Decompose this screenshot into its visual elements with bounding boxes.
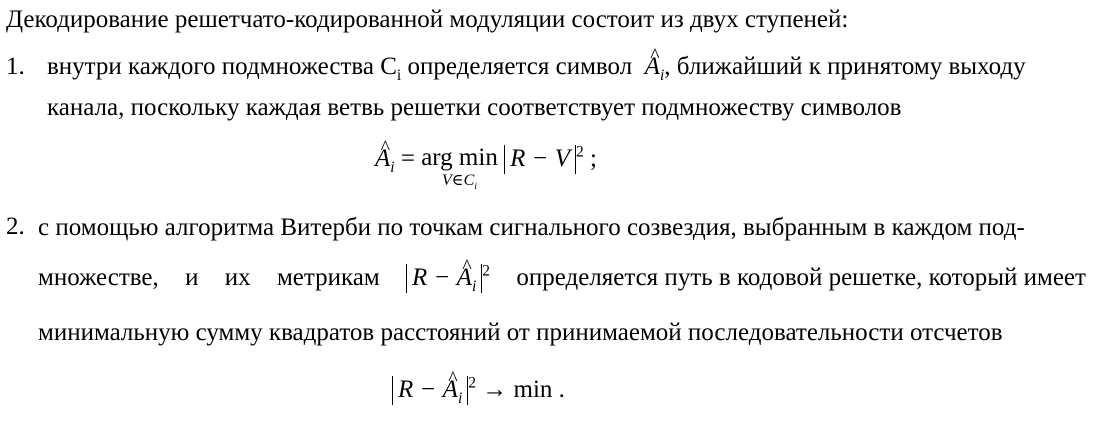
formula1-eq: = — [400, 145, 415, 172]
item2-line2-a: множестве, — [38, 264, 159, 291]
item2-metric — [406, 264, 490, 293]
item2-metric-index: i — [471, 278, 477, 295]
formula2-arrow: → — [482, 376, 508, 403]
formula2-a-hat: ^ $A_i$ — [443, 376, 463, 405]
formula2-power: 2 — [468, 374, 476, 392]
formula2-index: i — [457, 390, 463, 407]
formula2-tail: . — [558, 376, 565, 403]
formula1-lhs-index: i — [390, 159, 395, 176]
item2-line1-wrap — [38, 214, 1086, 242]
item2-metric-a-hat: ^ $A_i$ — [457, 264, 477, 293]
item1-line1-text-a: внутри каждого подмножества C — [47, 53, 397, 80]
item2-line2-c: их — [224, 264, 251, 291]
formula1-power: 2 — [576, 143, 584, 161]
item1-subset-index: i — [396, 67, 402, 84]
formula2-result: min — [513, 376, 553, 403]
formula1-argmin-sub-text: V∈C — [441, 172, 475, 189]
formula1-argmin-sub — [441, 172, 478, 193]
formula1-abs-expr: R − V — [504, 145, 576, 174]
symbol-a-hat-index: i — [659, 67, 665, 84]
formula1-argmin-sub-index: i — [474, 181, 478, 193]
item2-metric-abs: R − ^ $A_i$ — [406, 264, 482, 293]
item1-line1-text-c: , ближайший к принятому выходу — [664, 53, 1026, 80]
intro-text: Декодирование решетчато-кодированной модуляции состоит из двух ступеней: — [6, 6, 849, 33]
item2-line2 — [38, 264, 1086, 293]
formula2-expr-r: R − — [398, 376, 437, 403]
item2-line2-wrap — [38, 264, 1086, 293]
item2-metric-power: 2 — [482, 262, 491, 280]
item2-line3: минимальную сумму квадратов расстояний от принимаемой последовательности отсчетов — [38, 319, 1003, 346]
item2-number: 2. — [6, 213, 25, 240]
formula2-abs-expr — [392, 376, 468, 405]
item1-number: 1. — [6, 53, 25, 80]
formula1-argmin-op: arg min — [421, 144, 498, 171]
item2-line2-d: метрикам — [276, 264, 380, 291]
item1-line1-text-b: определяется символ — [407, 53, 633, 80]
item2-line2-b: и — [185, 264, 199, 291]
item1-line1 — [47, 53, 1026, 84]
formula1-lhs: ^ $A_i$ — [375, 146, 395, 171]
item2-line2-e: определяется путь в кодовой решетке, который имеет — [516, 264, 1086, 291]
symbol-a-hat: ^ $A_i$ — [645, 54, 665, 79]
item1-line2: канала, поскольку каждая ветвь решетки соответствует подмножеству символов — [47, 94, 902, 121]
item2-line1: с помощью алгоритма Витерби по точкам сигнального созвездия, выбранным в каждом под- — [38, 214, 1025, 241]
formula1-tail: ; — [590, 145, 597, 172]
formula2 — [392, 376, 565, 405]
